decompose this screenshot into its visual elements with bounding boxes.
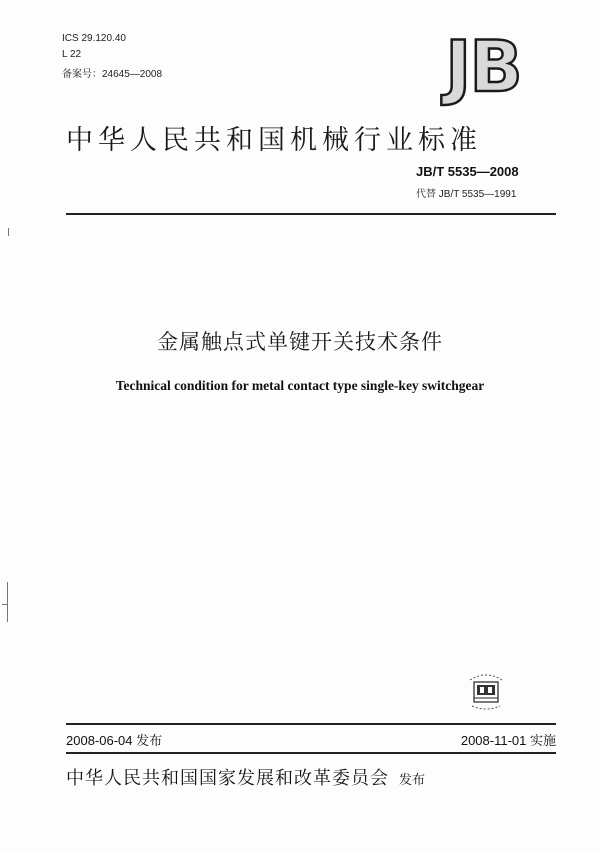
standard-number-text: JB/T 5535—2008: [416, 164, 519, 179]
publisher-seal-icon: [464, 668, 508, 714]
effective-date: 2008-11-01 实施: [460, 733, 556, 748]
ics-code: ICS 29.120.40: [62, 33, 126, 44]
footer-divider: [66, 723, 556, 725]
issuer-suffix: 发布: [399, 773, 426, 788]
ccs-code: L 22: [62, 49, 82, 60]
jb-logo: JB: [445, 26, 521, 108]
publish-date: 2008-06-04 发布: [66, 733, 163, 748]
replaces-standard: 代替 JB/T 5535—1991: [416, 189, 517, 200]
scan-artifact: [8, 228, 9, 236]
header-divider: [66, 213, 556, 215]
document-title-en: Technical condition for metal contact type single-key switchgear: [115, 378, 485, 393]
standard-number: [416, 164, 519, 179]
record-number: 备案号：24645—2008: [62, 69, 163, 80]
scan-artifact: [2, 604, 7, 605]
issuer-name: 中华人民共和国国家发展和改革委员会: [66, 768, 389, 789]
date-divider: [66, 752, 556, 754]
standard-type-title: 中华人民共和国机械行业标准: [66, 125, 482, 156]
document-title-cn: 金属触点式单键开关技术条件: [157, 330, 443, 354]
issuing-authority: [66, 764, 425, 790]
scan-artifact: [7, 582, 8, 622]
